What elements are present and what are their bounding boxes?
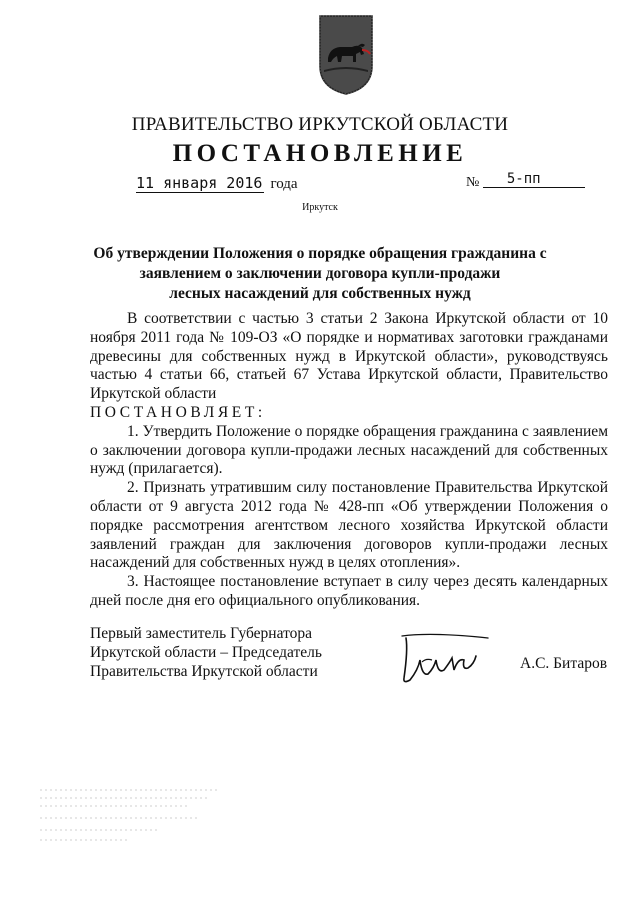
title-line: Об утверждении Положения о порядке обращения гражданина с <box>93 245 547 262</box>
position-line: Правительства Иркутской области <box>90 663 318 680</box>
document-number: 5-пп <box>483 171 585 188</box>
coat-of-arms-icon <box>318 14 374 96</box>
document-title <box>80 244 560 304</box>
date-suffix: года <box>270 176 298 192</box>
title-line: лесных насаждений для собственных нужд <box>169 285 471 302</box>
date-line <box>136 174 298 193</box>
item-3: 3. Настоящее постановление вступает в силу через десять календарных дней после дня его официального опубликования. <box>90 573 608 609</box>
item-1: 1. Утвердить Положение о порядке обращения гражданина с заявлением о заключении договора купли-продажи лесных насаждений для собственных нужд (прилагается). <box>90 422 608 478</box>
preamble: В соответствии с частью 3 статьи 2 Закона Иркутской области от 10 ноября 2011 года № 109-ОЗ «О порядке и нормативах заготовки гражданами древесины для собственных нужд в Иркутской области», руководствуясь частью 4 статьи 66, статьей 67 Устава Иркутской области, Правительство Иркутской области <box>90 310 608 403</box>
position-line: Иркутской области – Председатель <box>90 644 322 661</box>
signature-icon <box>392 630 492 688</box>
signatory-position <box>90 624 322 681</box>
document-type: ПОСТАНОВЛЕНИЕ <box>172 140 468 167</box>
document-date: 11 января 2016 <box>136 174 263 192</box>
faded-stamp <box>40 784 230 844</box>
number-sign: № <box>466 175 480 190</box>
position-line: Первый заместитель Губернатора <box>90 625 313 642</box>
document-body <box>90 310 608 611</box>
resolves-keyword: ПОСТАНОВЛЯЕТ: <box>90 403 266 421</box>
signatory-name: А.С. Битаров <box>520 655 608 672</box>
city: Иркутск <box>302 202 338 213</box>
number-line <box>466 171 585 191</box>
government-name: ПРАВИТЕЛЬСТВО ИРКУТСКОЙ ОБЛАСТИ <box>131 114 509 135</box>
title-line: заявлением о заключении договора купли-продажи <box>139 265 501 282</box>
item-2: 2. Признать утратившим силу постановление Правительства Иркутской области от 9 августа 2012 года № 428-пп «Об утверждении Положения о порядке рассмотрения агентством лесного хозяйства Иркутской области заявлений граждан для заключения договоров купли-продажи лесных насаждений для собственных нужд в целях отопления». <box>90 479 608 572</box>
